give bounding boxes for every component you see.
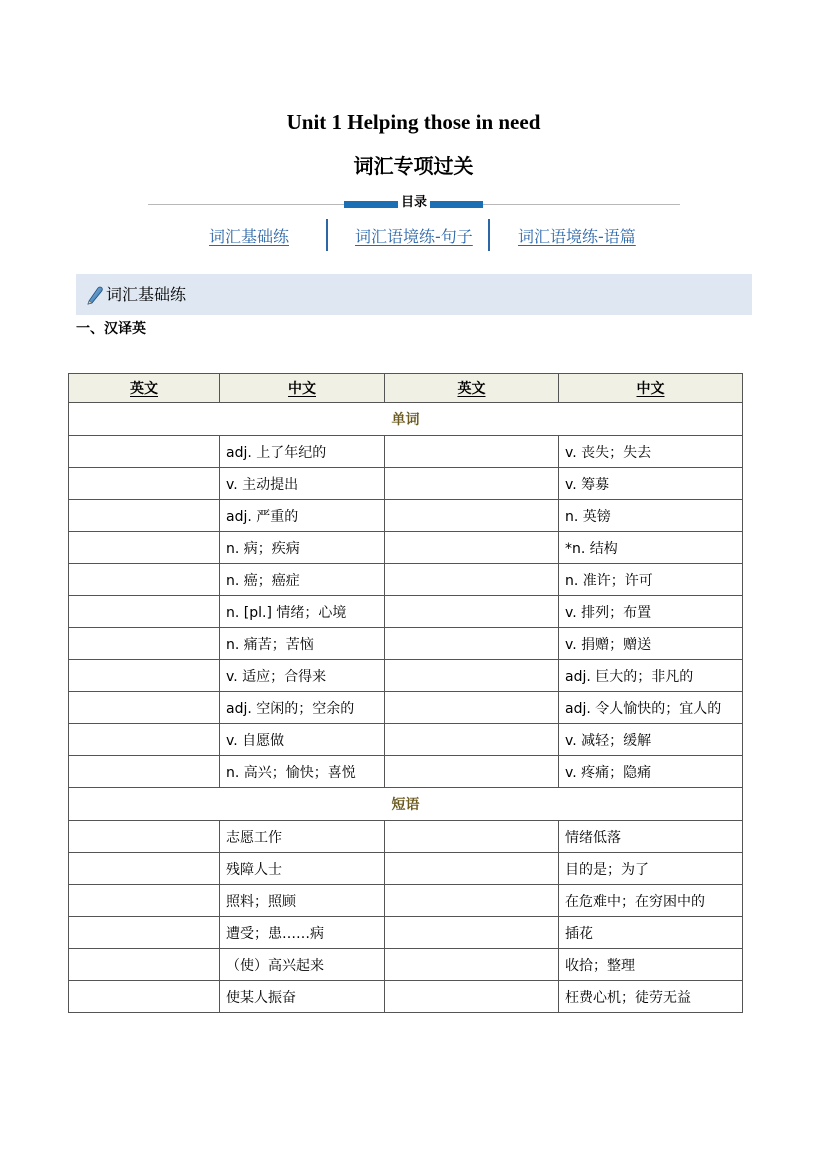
answer-cell[interactable]: [69, 981, 220, 1013]
chinese-cell: v. 主动提出: [220, 468, 385, 500]
answer-cell[interactable]: [385, 981, 559, 1013]
table-group-row: [69, 403, 743, 436]
table-row: [69, 564, 743, 596]
chinese-cell: （使）高兴起来: [220, 949, 385, 981]
table-group-row: [69, 788, 743, 821]
chinese-cell: v. 排列；布置: [559, 596, 743, 628]
answer-cell[interactable]: [69, 532, 220, 564]
column-header-cn: 中文: [220, 374, 385, 403]
chinese-cell: 目的是；为了: [559, 853, 743, 885]
table-row: [69, 660, 743, 692]
toc-accent-bar-right: [428, 201, 483, 208]
answer-cell[interactable]: [385, 949, 559, 981]
chinese-cell: 残障人士: [220, 853, 385, 885]
toc-link-sentence[interactable]: 词汇语境练-句子: [355, 227, 473, 246]
chinese-cell: v. 丧失；失去: [559, 436, 743, 468]
answer-cell[interactable]: [385, 885, 559, 917]
table-row: [69, 917, 743, 949]
chinese-cell: n. 痛苦；苦恼: [220, 628, 385, 660]
toc-link-passage[interactable]: 词汇语境练-语篇: [518, 227, 636, 246]
group-label: 短语: [69, 788, 743, 821]
chinese-cell: v. 适应；合得来: [220, 660, 385, 692]
toc-label: 目录: [398, 194, 430, 212]
table-row: [69, 981, 743, 1013]
group-label: 单词: [69, 403, 743, 436]
answer-cell[interactable]: [385, 468, 559, 500]
chinese-cell: v. 自愿做: [220, 724, 385, 756]
answer-cell[interactable]: [385, 756, 559, 788]
toc-separator: [488, 219, 490, 251]
answer-cell[interactable]: [69, 564, 220, 596]
sub-heading: 一、汉译英: [76, 321, 146, 337]
answer-cell[interactable]: [69, 596, 220, 628]
answer-cell[interactable]: [69, 949, 220, 981]
answer-cell[interactable]: [385, 500, 559, 532]
chinese-cell: n. 准许；许可: [559, 564, 743, 596]
chinese-cell: 在危难中；在穷困中的: [559, 885, 743, 917]
chinese-cell: v. 捐赠；赠送: [559, 628, 743, 660]
answer-cell[interactable]: [69, 660, 220, 692]
chinese-cell: 枉费心机；徒劳无益: [559, 981, 743, 1013]
table-header-row: [69, 374, 743, 403]
chinese-cell: 收拾；整理: [559, 949, 743, 981]
answer-cell[interactable]: [385, 692, 559, 724]
answer-cell[interactable]: [69, 628, 220, 660]
page-title: Unit 1 Helping those in need: [286, 110, 541, 134]
toc-separator: [326, 219, 328, 251]
answer-cell[interactable]: [69, 468, 220, 500]
table-row: [69, 436, 743, 468]
page-subtitle: 词汇专项过关: [353, 154, 474, 178]
section-header: [76, 274, 752, 315]
chinese-cell: 遭受；患……病: [220, 917, 385, 949]
chinese-cell: *n. 结构: [559, 532, 743, 564]
answer-cell[interactable]: [385, 821, 559, 853]
table-row: [69, 692, 743, 724]
chinese-cell: adj. 巨大的；非凡的: [559, 660, 743, 692]
table-row: [69, 596, 743, 628]
table-body: [69, 403, 743, 1013]
table-row: [69, 821, 743, 853]
table-row: [69, 853, 743, 885]
column-header-en: 英文: [69, 374, 220, 403]
pencil-icon: [86, 285, 104, 305]
chinese-cell: 志愿工作: [220, 821, 385, 853]
table-row: [69, 724, 743, 756]
answer-cell[interactable]: [69, 724, 220, 756]
table-row: [69, 949, 743, 981]
answer-cell[interactable]: [385, 564, 559, 596]
chinese-cell: 情绪低落: [559, 821, 743, 853]
chinese-cell: v. 减轻；缓解: [559, 724, 743, 756]
answer-cell[interactable]: [69, 756, 220, 788]
column-header-cn: 中文: [559, 374, 743, 403]
chinese-cell: adj. 上了年纪的: [220, 436, 385, 468]
answer-cell[interactable]: [69, 500, 220, 532]
answer-cell[interactable]: [385, 660, 559, 692]
answer-cell[interactable]: [385, 532, 559, 564]
answer-cell[interactable]: [385, 724, 559, 756]
section-title: 词汇基础练: [106, 285, 187, 304]
chinese-cell: 照料；照顾: [220, 885, 385, 917]
chinese-cell: n. [pl.] 情绪；心境: [220, 596, 385, 628]
answer-cell[interactable]: [385, 853, 559, 885]
chinese-cell: n. 英镑: [559, 500, 743, 532]
vocab-table: [68, 373, 743, 1013]
chinese-cell: n. 癌；癌症: [220, 564, 385, 596]
table-row: [69, 628, 743, 660]
answer-cell[interactable]: [69, 885, 220, 917]
table-row: [69, 885, 743, 917]
chinese-cell: n. 病；疾病: [220, 532, 385, 564]
answer-cell[interactable]: [385, 596, 559, 628]
table-row: [69, 468, 743, 500]
answer-cell[interactable]: [385, 917, 559, 949]
answer-cell[interactable]: [385, 436, 559, 468]
answer-cell[interactable]: [385, 628, 559, 660]
chinese-cell: v. 疼痛；隐痛: [559, 756, 743, 788]
chinese-cell: adj. 令人愉快的；宜人的: [559, 692, 743, 724]
table-row: [69, 756, 743, 788]
chinese-cell: n. 高兴；愉快；喜悦: [220, 756, 385, 788]
column-header-en: 英文: [385, 374, 559, 403]
chinese-cell: 使某人振奋: [220, 981, 385, 1013]
table-row: [69, 532, 743, 564]
answer-cell[interactable]: [69, 821, 220, 853]
toc-link-basic[interactable]: 词汇基础练: [209, 227, 290, 246]
toc-accent-bar-left: [344, 201, 399, 208]
chinese-cell: adj. 空闲的；空余的: [220, 692, 385, 724]
chinese-cell: v. 筹募: [559, 468, 743, 500]
table-row: [69, 500, 743, 532]
answer-cell[interactable]: [69, 917, 220, 949]
answer-cell[interactable]: [69, 692, 220, 724]
chinese-cell: 插花: [559, 917, 743, 949]
answer-cell[interactable]: [69, 436, 220, 468]
answer-cell[interactable]: [69, 853, 220, 885]
chinese-cell: adj. 严重的: [220, 500, 385, 532]
